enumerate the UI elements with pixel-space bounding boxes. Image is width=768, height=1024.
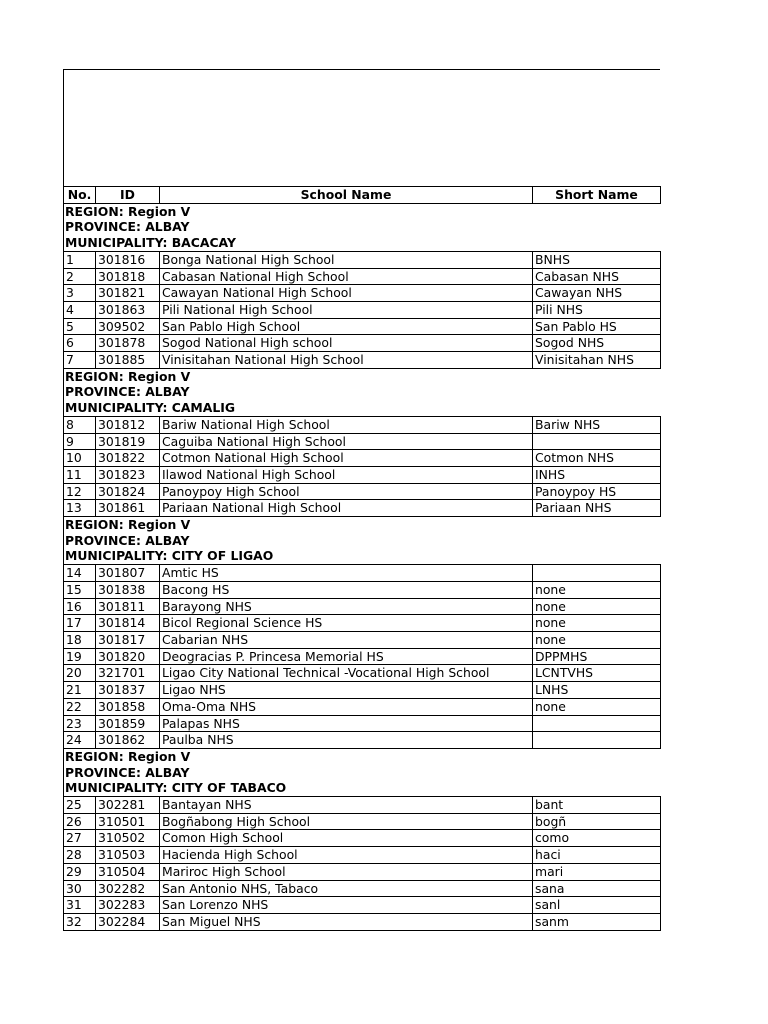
short-name-cell: Vinisitahan NHS: [533, 352, 661, 369]
table-row: [64, 565, 661, 582]
province-header-row: [64, 533, 661, 549]
school-id-cell: 301807: [96, 565, 160, 582]
school-id-cell: 310504: [96, 863, 160, 880]
table-row: [64, 830, 661, 847]
row-number-cell: 20: [64, 665, 96, 682]
row-number-cell: 1: [64, 251, 96, 268]
school-id-cell: 301863: [96, 301, 160, 318]
short-name-cell: bant: [533, 797, 661, 814]
row-number-cell: 32: [64, 913, 96, 930]
spreadsheet: [63, 69, 660, 931]
table-row: [64, 433, 661, 450]
short-name-cell: Cabasan NHS: [533, 268, 661, 285]
col-header-short-name: Short Name: [533, 187, 661, 204]
table-row: [64, 416, 661, 433]
short-name-cell: sanm: [533, 913, 661, 930]
row-number-cell: 30: [64, 880, 96, 897]
table-row: [64, 466, 661, 483]
table-row: [64, 715, 661, 732]
row-number-cell: 9: [64, 433, 96, 450]
region-header-row: [64, 203, 661, 219]
short-name-cell: none: [533, 615, 661, 632]
municipality-label: MUNICIPALITY: CITY OF LIGAO: [64, 548, 661, 564]
blank-header-area: [63, 69, 660, 186]
short-name-cell: haci: [533, 847, 661, 864]
table-row: [64, 483, 661, 500]
row-number-cell: 21: [64, 682, 96, 699]
school-name-cell: San Antonio NHS, Tabaco: [160, 880, 533, 897]
col-header-id: ID: [96, 187, 160, 204]
school-name-cell: Caguiba National High School: [160, 433, 533, 450]
row-number-cell: 5: [64, 318, 96, 335]
school-id-cell: 301818: [96, 268, 160, 285]
school-name-cell: Sogod National High school: [160, 335, 533, 352]
short-name-cell: Panoypoy HS: [533, 483, 661, 500]
short-name-cell: bogñ: [533, 813, 661, 830]
short-name-cell: LCNTVHS: [533, 665, 661, 682]
table-row: [64, 352, 661, 369]
column-header-row: [64, 187, 661, 204]
school-name-cell: Barayong NHS: [160, 598, 533, 615]
school-id-cell: 301838: [96, 581, 160, 598]
municipality-header-row: [64, 235, 661, 251]
row-number-cell: 15: [64, 581, 96, 598]
table-row: [64, 301, 661, 318]
school-name-cell: Cabasan National High School: [160, 268, 533, 285]
row-number-cell: 18: [64, 631, 96, 648]
row-number-cell: 8: [64, 416, 96, 433]
school-name-cell: Paulba NHS: [160, 732, 533, 749]
municipality-header-row: [64, 400, 661, 416]
short-name-cell: Cotmon NHS: [533, 450, 661, 467]
school-name-cell: Oma-Oma NHS: [160, 698, 533, 715]
school-id-cell: 301885: [96, 352, 160, 369]
table-row: [64, 665, 661, 682]
school-name-cell: Cabarian NHS: [160, 631, 533, 648]
short-name-cell: LNHS: [533, 682, 661, 699]
col-header-no: No.: [64, 187, 96, 204]
province-label: PROVINCE: ALBAY: [64, 384, 661, 400]
row-number-cell: 6: [64, 335, 96, 352]
school-id-cell: 301859: [96, 715, 160, 732]
short-name-cell: sanl: [533, 897, 661, 914]
municipality-label: MUNICIPALITY: CITY OF TABACO: [64, 780, 661, 796]
short-name-cell: Bariw NHS: [533, 416, 661, 433]
school-id-cell: 302281: [96, 797, 160, 814]
province-header-row: [64, 384, 661, 400]
municipality-label: MUNICIPALITY: BACACAY: [64, 235, 661, 251]
table-row: [64, 797, 661, 814]
province-header-row: [64, 765, 661, 781]
school-id-cell: 302282: [96, 880, 160, 897]
row-number-cell: 12: [64, 483, 96, 500]
region-label: REGION: Region V: [64, 748, 661, 764]
school-name-cell: Cotmon National High School: [160, 450, 533, 467]
row-number-cell: 14: [64, 565, 96, 582]
region-label: REGION: Region V: [64, 517, 661, 533]
municipality-header-row: [64, 780, 661, 796]
table-row: [64, 863, 661, 880]
table-row: [64, 631, 661, 648]
region-label: REGION: Region V: [64, 368, 661, 384]
table-row: [64, 500, 661, 517]
short-name-cell: mari: [533, 863, 661, 880]
short-name-cell: Pili NHS: [533, 301, 661, 318]
school-name-cell: Comon High School: [160, 830, 533, 847]
school-id-cell: 301821: [96, 285, 160, 302]
row-number-cell: 7: [64, 352, 96, 369]
table-row: [64, 615, 661, 632]
province-label: PROVINCE: ALBAY: [64, 533, 661, 549]
short-name-cell: BNHS: [533, 251, 661, 268]
row-number-cell: 11: [64, 466, 96, 483]
short-name-cell: none: [533, 598, 661, 615]
table-row: [64, 285, 661, 302]
province-label: PROVINCE: ALBAY: [64, 765, 661, 781]
municipality-label: MUNICIPALITY: CAMALIG: [64, 400, 661, 416]
school-id-cell: 301822: [96, 450, 160, 467]
school-id-cell: 310503: [96, 847, 160, 864]
school-name-cell: Bantayan NHS: [160, 797, 533, 814]
row-number-cell: 28: [64, 847, 96, 864]
row-number-cell: 31: [64, 897, 96, 914]
school-id-cell: 301824: [96, 483, 160, 500]
row-number-cell: 4: [64, 301, 96, 318]
school-name-cell: Pili National High School: [160, 301, 533, 318]
school-name-cell: San Pablo High School: [160, 318, 533, 335]
school-name-cell: Ligao NHS: [160, 682, 533, 699]
table-row: [64, 268, 661, 285]
school-id-cell: 301837: [96, 682, 160, 699]
table-row: [64, 450, 661, 467]
short-name-cell: Sogod NHS: [533, 335, 661, 352]
row-number-cell: 29: [64, 863, 96, 880]
school-name-cell: Vinisitahan National High School: [160, 352, 533, 369]
short-name-cell: INHS: [533, 466, 661, 483]
row-number-cell: 3: [64, 285, 96, 302]
row-number-cell: 19: [64, 648, 96, 665]
school-id-cell: 310501: [96, 813, 160, 830]
table-row: [64, 335, 661, 352]
school-id-cell: 301861: [96, 500, 160, 517]
school-name-cell: Amtic HS: [160, 565, 533, 582]
school-id-cell: 301816: [96, 251, 160, 268]
row-number-cell: 17: [64, 615, 96, 632]
school-id-cell: 301858: [96, 698, 160, 715]
short-name-cell: [533, 565, 661, 582]
row-number-cell: 2: [64, 268, 96, 285]
school-name-cell: San Miguel NHS: [160, 913, 533, 930]
school-name-cell: Ligao City National Technical -Vocational High School: [160, 665, 533, 682]
school-name-cell: Bariw National High School: [160, 416, 533, 433]
table-row: [64, 581, 661, 598]
school-name-cell: Bicol Regional Science HS: [160, 615, 533, 632]
school-name-cell: Bacong HS: [160, 581, 533, 598]
table-row: [64, 251, 661, 268]
school-name-cell: Palapas NHS: [160, 715, 533, 732]
table-row: [64, 897, 661, 914]
school-id-cell: 309502: [96, 318, 160, 335]
school-name-cell: Cawayan National High School: [160, 285, 533, 302]
region-header-row: [64, 368, 661, 384]
school-name-cell: Deogracias P. Princesa Memorial HS: [160, 648, 533, 665]
school-name-cell: Pariaan National High School: [160, 500, 533, 517]
school-id-cell: 321701: [96, 665, 160, 682]
row-number-cell: 24: [64, 732, 96, 749]
school-id-cell: 302283: [96, 897, 160, 914]
short-name-cell: Cawayan NHS: [533, 285, 661, 302]
row-number-cell: 25: [64, 797, 96, 814]
school-table: [63, 186, 661, 931]
school-id-cell: 301814: [96, 615, 160, 632]
row-number-cell: 13: [64, 500, 96, 517]
school-id-cell: 301820: [96, 648, 160, 665]
short-name-cell: none: [533, 631, 661, 648]
short-name-cell: [533, 715, 661, 732]
municipality-header-row: [64, 548, 661, 564]
school-id-cell: 301878: [96, 335, 160, 352]
short-name-cell: [533, 732, 661, 749]
short-name-cell: [533, 433, 661, 450]
school-name-cell: Ilawod National High School: [160, 466, 533, 483]
province-label: PROVINCE: ALBAY: [64, 219, 661, 235]
table-body: [64, 203, 661, 930]
table-row: [64, 847, 661, 864]
row-number-cell: 16: [64, 598, 96, 615]
table-row: [64, 648, 661, 665]
school-id-cell: 301862: [96, 732, 160, 749]
table-row: [64, 913, 661, 930]
region-header-row: [64, 517, 661, 533]
short-name-cell: none: [533, 698, 661, 715]
school-name-cell: Panoypoy High School: [160, 483, 533, 500]
school-name-cell: Bogñabong High School: [160, 813, 533, 830]
row-number-cell: 27: [64, 830, 96, 847]
school-id-cell: 302284: [96, 913, 160, 930]
province-header-row: [64, 219, 661, 235]
table-row: [64, 698, 661, 715]
school-name-cell: San Lorenzo NHS: [160, 897, 533, 914]
school-id-cell: 301823: [96, 466, 160, 483]
row-number-cell: 22: [64, 698, 96, 715]
table-row: [64, 813, 661, 830]
table-row: [64, 318, 661, 335]
col-header-school-name: School Name: [160, 187, 533, 204]
table-row: [64, 682, 661, 699]
school-name-cell: Hacienda High School: [160, 847, 533, 864]
school-name-cell: Mariroc High School: [160, 863, 533, 880]
table-row: [64, 732, 661, 749]
region-header-row: [64, 748, 661, 764]
short-name-cell: none: [533, 581, 661, 598]
row-number-cell: 23: [64, 715, 96, 732]
row-number-cell: 10: [64, 450, 96, 467]
school-name-cell: Bonga National High School: [160, 251, 533, 268]
school-id-cell: 301817: [96, 631, 160, 648]
short-name-cell: Pariaan NHS: [533, 500, 661, 517]
short-name-cell: como: [533, 830, 661, 847]
row-number-cell: 26: [64, 813, 96, 830]
school-id-cell: 310502: [96, 830, 160, 847]
short-name-cell: San Pablo HS: [533, 318, 661, 335]
school-id-cell: 301811: [96, 598, 160, 615]
school-id-cell: 301819: [96, 433, 160, 450]
short-name-cell: sana: [533, 880, 661, 897]
table-row: [64, 880, 661, 897]
region-label: REGION: Region V: [64, 203, 661, 219]
table-row: [64, 598, 661, 615]
short-name-cell: DPPMHS: [533, 648, 661, 665]
school-id-cell: 301812: [96, 416, 160, 433]
